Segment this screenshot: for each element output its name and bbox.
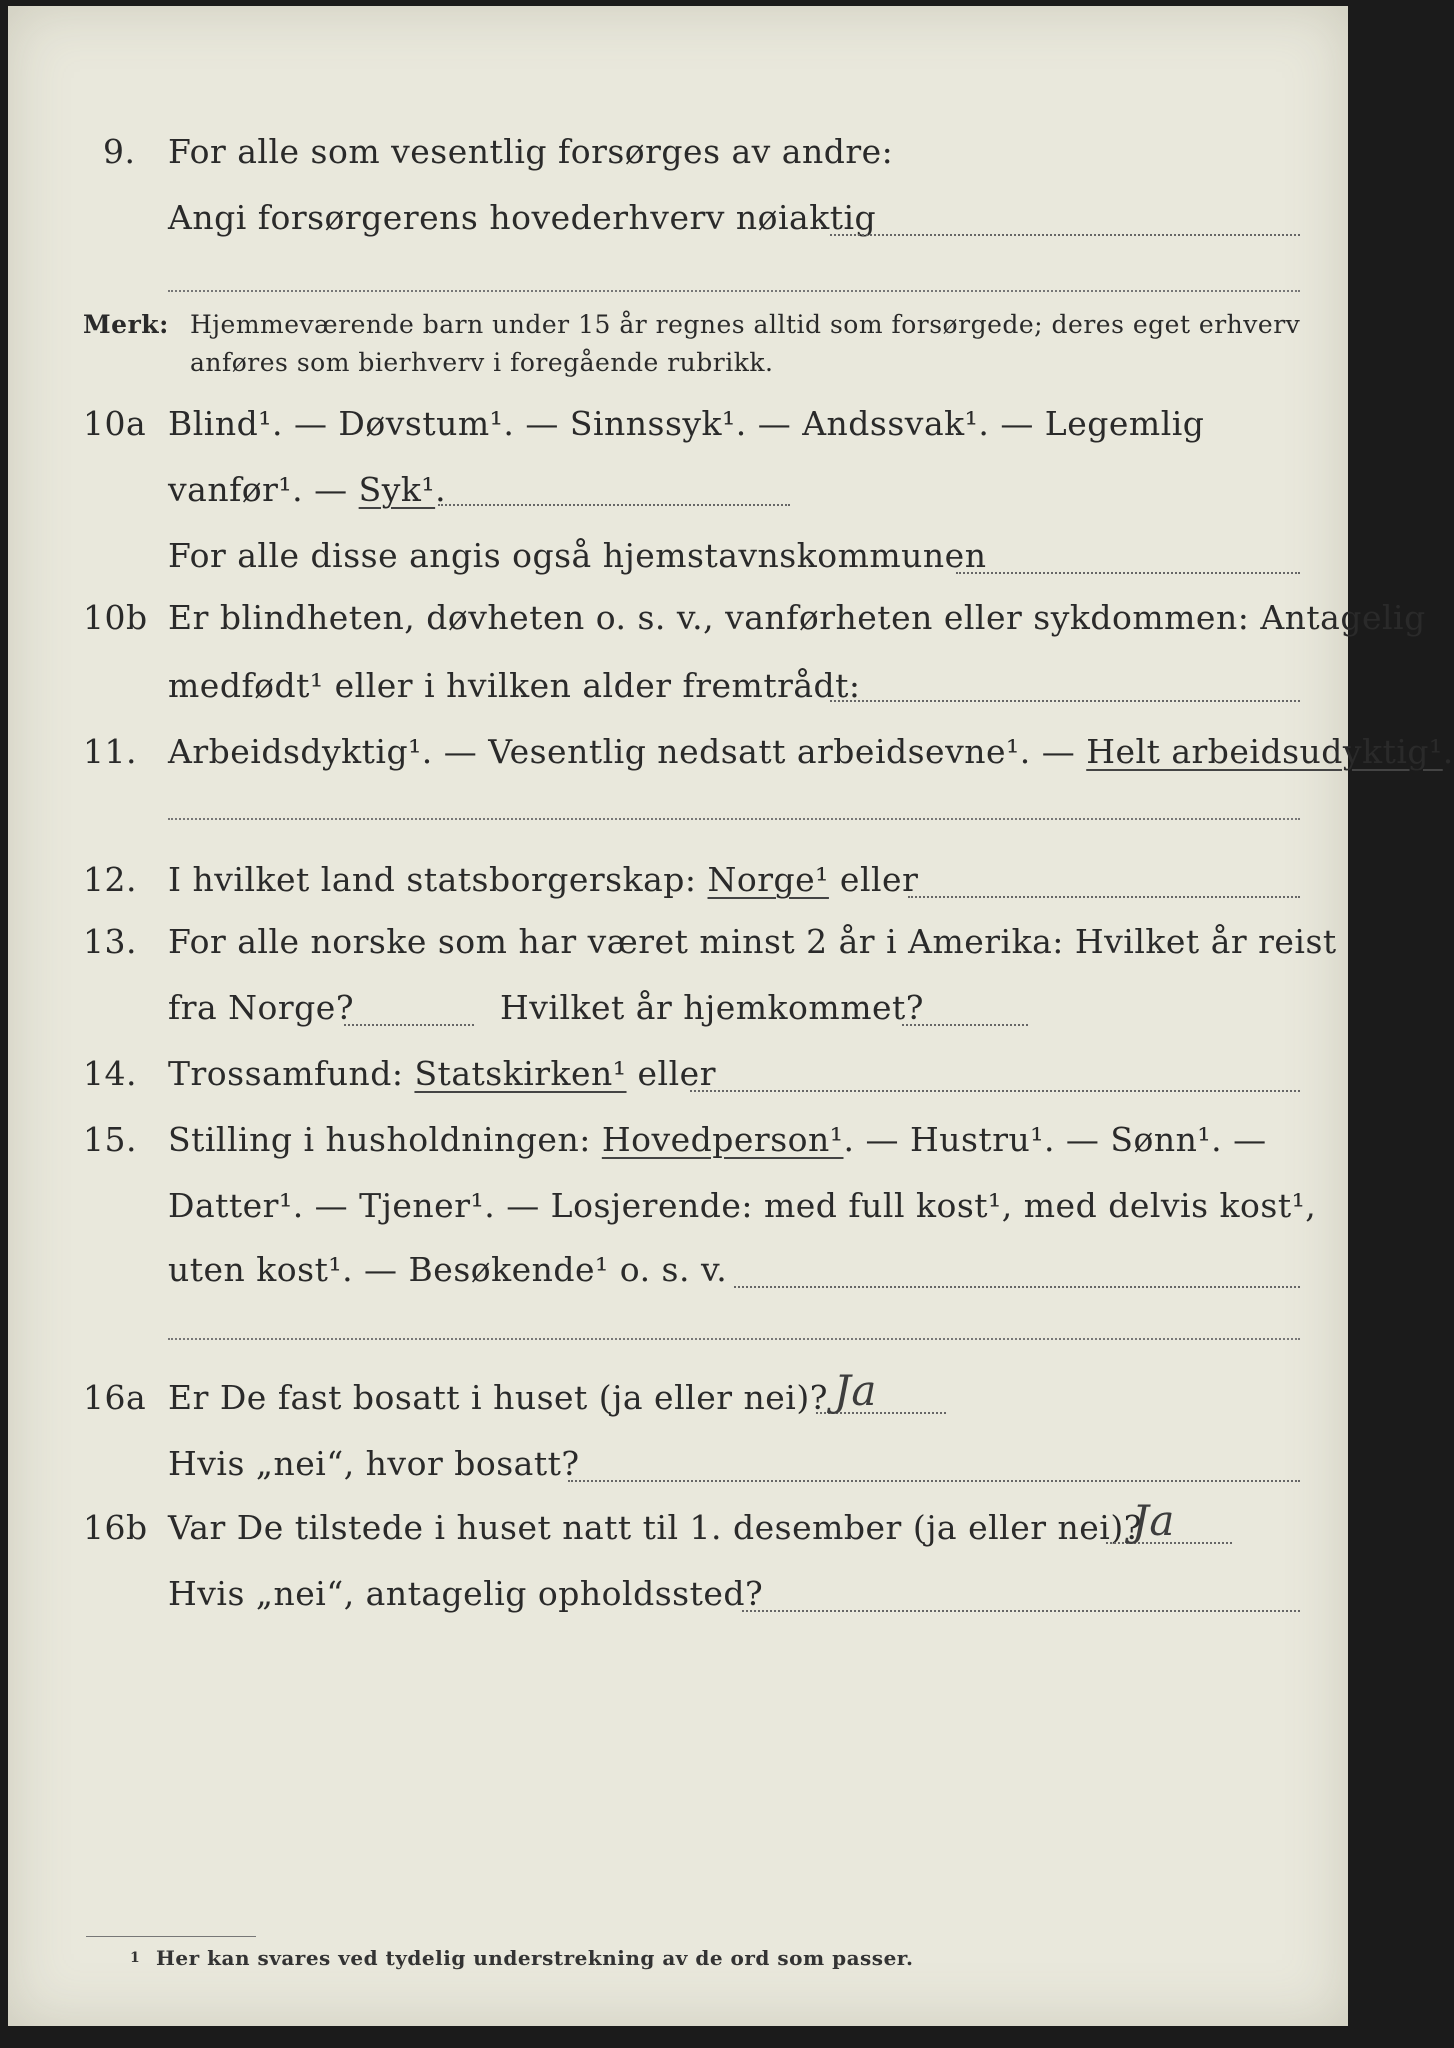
q12-answer-field[interactable]: [908, 896, 1300, 898]
q10a-hometown-field[interactable]: [956, 572, 1300, 574]
q9-line1: [8, 132, 1348, 188]
q16b-text: Var De tilstede i huset natt til 1. desember (ja eller nei)?: [168, 1508, 1142, 1547]
q13-text: For alle norske som har været minst 2 år i Amerika: Hvilket år reist: [168, 922, 1337, 961]
q13-returned-field[interactable]: [902, 1024, 1028, 1026]
merk-line2: [8, 348, 1348, 404]
q10a-line1: [8, 404, 1348, 460]
q12-underlined-choice[interactable]: Norge¹: [707, 860, 829, 899]
q16a-handwritten-answer: Ja: [834, 1366, 877, 1415]
q10a-answer-field[interactable]: [438, 504, 790, 506]
q12-text: I hvilket land statsborgerskap: Norge¹ eller: [168, 860, 919, 899]
q11-answer-field[interactable]: [168, 818, 1300, 820]
q16b-line1: [8, 1496, 1348, 1564]
q10b-line1: [8, 598, 1426, 654]
q10b-text: Er blindheten, døvheten o. s. v., vanførheten eller sykdommen: Antagelig: [168, 598, 1426, 637]
q14-text: Trossamfund: Statskirken¹ eller: [168, 1054, 716, 1093]
q16b-prompt: Hvis „nei“, antagelig opholdssted?: [168, 1574, 764, 1613]
q9-answer-field[interactable]: [830, 234, 1300, 236]
q12-number: 12.: [83, 860, 137, 899]
q9-line2: [8, 198, 1348, 254]
q16b-number: 16b: [83, 1508, 148, 1547]
footnote-divider: [86, 1936, 256, 1937]
q16a-line2: [8, 1444, 1348, 1500]
q10b-prompt: medfødt¹ eller i hvilken alder fremtrådt:: [168, 666, 861, 705]
q15-number: 15.: [83, 1120, 137, 1159]
q13-number: 13.: [83, 922, 137, 961]
q10a-number: 10a: [83, 404, 147, 443]
q15-line3: [8, 1250, 1348, 1306]
census-form-page: [8, 6, 1454, 2026]
q13-line2: [8, 988, 1348, 1044]
q14-underlined-choice[interactable]: Statskirken¹: [414, 1054, 627, 1093]
footnote-mark: 1: [130, 1950, 141, 1966]
q16a-line1: [8, 1366, 1348, 1434]
q9-text: For alle som vesentlig forsørges av andre:: [168, 132, 894, 171]
q9-prompt: Angi forsørgerens hovederhverv nøiaktig: [168, 198, 877, 237]
q16b-line2: [8, 1574, 1348, 1630]
q9-answer-field-2[interactable]: [168, 290, 1300, 292]
q15-answer-field[interactable]: [734, 1286, 1300, 1288]
merk-text-1: Hjemmeværende barn under 15 år regnes alltid som forsørgede; deres eget erhverv: [190, 310, 1301, 339]
q9-number: 9.: [103, 132, 136, 171]
q15-line1: [8, 1120, 1348, 1176]
q11-underlined-choice[interactable]: Helt arbeidsudyktig¹: [1086, 732, 1443, 771]
q15-text-3: uten kost¹. — Besøkende¹ o. s. v.: [168, 1250, 728, 1289]
merk-label: Merk:: [83, 310, 169, 339]
q16b-location-field[interactable]: [742, 1610, 1300, 1612]
q10a-prompt: For alle disse angis også hjemstavnskommunen: [168, 536, 987, 575]
q15-answer-field-2[interactable]: [168, 1338, 1300, 1340]
q10a-text-2: vanfør¹. — Syk¹.: [168, 470, 447, 509]
footnote: [8, 1946, 1348, 2002]
q15-underlined-choice[interactable]: Hovedperson¹: [601, 1120, 844, 1159]
q10a-line2: [8, 470, 1348, 526]
q16a-number: 16a: [83, 1378, 147, 1417]
q13-prompt-1: fra Norge?: [168, 988, 355, 1027]
q16a-text: Er De fast bosatt i huset (ja eller nei)?: [168, 1378, 828, 1417]
q14-line: [8, 1054, 1348, 1110]
q16a-residence-field[interactable]: [568, 1480, 1300, 1482]
q16b-handwritten-answer: Ja: [1132, 1496, 1175, 1545]
q16a-prompt: Hvis „nei“, hvor bosatt?: [168, 1444, 580, 1483]
q11-line: [8, 732, 1454, 788]
q12-line: [8, 860, 1348, 916]
q10b-number: 10b: [83, 598, 148, 637]
q10a-text: Blind¹. — Døvstum¹. — Sinnssyk¹. — Andssvak¹. — Legemlig: [168, 404, 1205, 443]
q14-number: 14.: [83, 1054, 137, 1093]
merk-text-2: anføres som bierhverv i foregående rubrikk.: [190, 348, 774, 377]
q15-text: Stilling i husholdningen: Hovedperson¹. — Hustru¹. — Sønn¹. —: [168, 1120, 1267, 1159]
q10b-line2: [8, 666, 1348, 722]
q13-line1: [8, 922, 1348, 978]
q14-answer-field[interactable]: [690, 1090, 1300, 1092]
q15-line2: [8, 1186, 1348, 1242]
footnote-text: Her kan svares ved tydelig understrekning av de ord som passer.: [156, 1946, 914, 1970]
q10a-line3: [8, 536, 1348, 592]
q11-number: 11.: [83, 732, 137, 771]
q10b-answer-field[interactable]: [830, 700, 1300, 702]
q11-text: Arbeidsdyktig¹. — Vesentlig nedsatt arbeidsevne¹. — Helt arbeidsudyktig¹.: [168, 732, 1454, 771]
q15-text-2: Datter¹. — Tjener¹. — Losjerende: med full kost¹, med delvis kost¹,: [168, 1186, 1317, 1225]
q13-prompt-2: Hvilket år hjemkommet?: [500, 988, 924, 1027]
q10a-underlined-choice[interactable]: Syk¹: [358, 470, 436, 509]
q13-emigrated-field[interactable]: [344, 1024, 474, 1026]
